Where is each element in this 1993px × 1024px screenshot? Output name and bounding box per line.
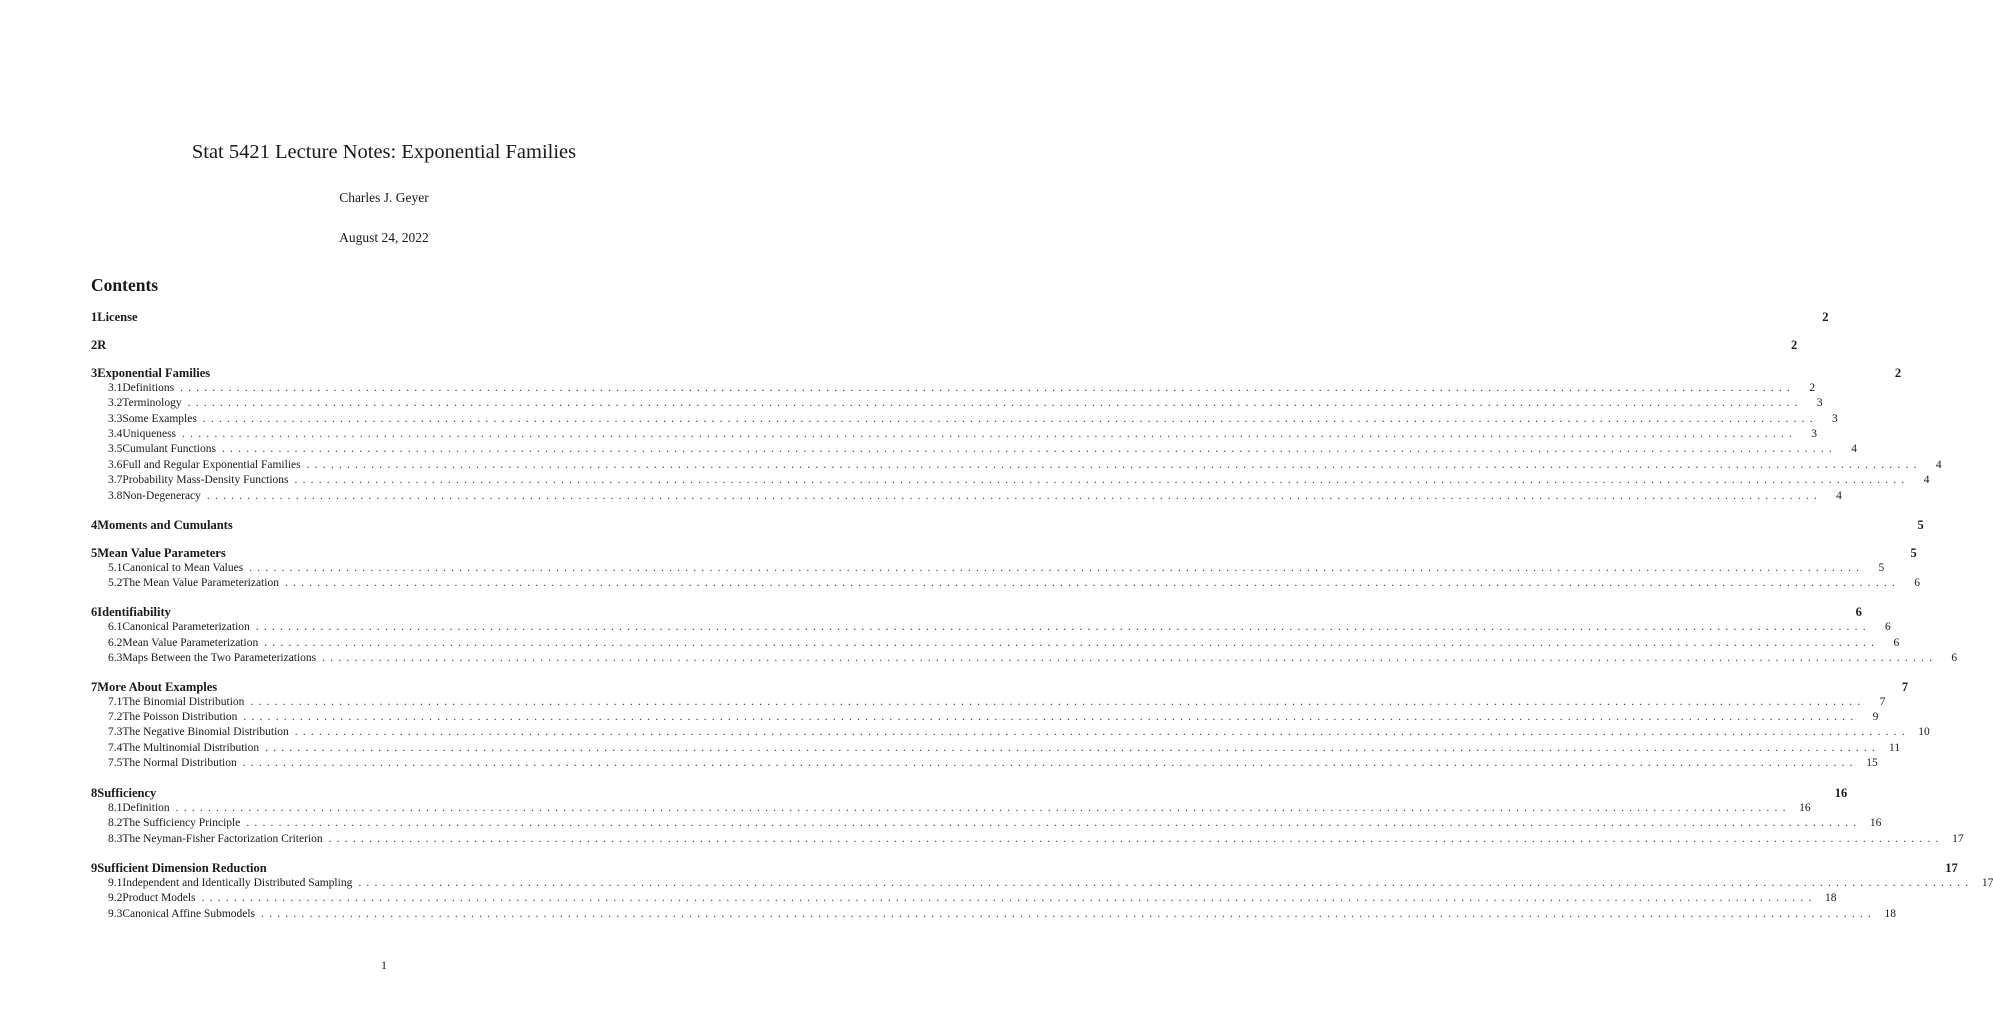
toc-subsection-entry[interactable]	[91, 833, 1964, 848]
toc-entry-title: Probability Mass-Density Functions	[122, 474, 289, 486]
toc-entry-title: Maps Between the Two Parameterizations	[122, 652, 317, 664]
toc-entry-page: 6	[1885, 621, 1891, 633]
toc-entry-title: Sufficient Dimension Reduction	[97, 861, 267, 875]
toc-subsection-entry[interactable]	[91, 892, 1837, 907]
toc-section-entry[interactable]	[91, 310, 1829, 325]
contents-heading: Contents	[91, 275, 159, 295]
toc-entry-page: 7	[1901, 680, 1909, 694]
toc-entry-page: 2	[1791, 338, 1798, 352]
toc-entry-page: 9	[1872, 711, 1879, 723]
toc-leader-dots: ........................................................................................................................................................................................................	[322, 652, 1938, 664]
toc-leader-dots: ........................................................................................................................................................................................................	[182, 428, 1798, 440]
toc-section-entry[interactable]	[91, 680, 1909, 695]
toc-entry-title: Sufficiency	[97, 786, 157, 800]
toc-leader-dots: ........................................................................................................................................................................................................	[249, 562, 1865, 574]
toc-section-entry[interactable]	[91, 338, 1798, 353]
toc-subsection-entry[interactable]	[91, 413, 1838, 428]
toc-entry-title: Mean Value Parameterization	[122, 637, 259, 649]
toc-subsection-entry[interactable]	[91, 428, 1818, 443]
toc-entry-page: 4	[1935, 459, 1942, 471]
toc-entry-number: 6.3	[108, 652, 123, 664]
toc-leader-dots: ........................................................................................................................................................................................................	[221, 443, 1837, 455]
toc-subsection-entry[interactable]	[91, 621, 1891, 636]
toc-entry-page: 4	[1923, 474, 1930, 486]
toc-entry-title: License	[97, 310, 138, 324]
toc-subsection-entry[interactable]	[91, 397, 1823, 412]
toc-entry-title: Non-Degeneracy	[122, 490, 201, 502]
toc-entry-number: 3	[91, 366, 98, 380]
toc-entry-number: 3.2	[108, 397, 123, 409]
toc-entry-page: 5	[1917, 518, 1924, 532]
toc-section-entry[interactable]	[91, 605, 1862, 620]
toc-entry-title: R	[97, 338, 107, 352]
toc-entry-number: 9	[91, 861, 98, 875]
toc-entry-number: 9.1	[108, 877, 123, 889]
toc-leader-dots: ........................................................................................................................................................................................................	[175, 802, 1791, 814]
toc-subsection-entry[interactable]	[91, 652, 1958, 667]
toc-subsection-entry[interactable]	[91, 490, 1842, 505]
toc-subsection-entry[interactable]	[91, 562, 1885, 577]
toc-leader-dots: ........................................................................................................................................................................................................	[250, 696, 1866, 708]
toc-entry-number: 5.2	[108, 577, 123, 589]
toc-entry-page: 17	[1945, 861, 1958, 875]
toc-entry-title: Canonical Parameterization	[122, 621, 250, 633]
toc-entry-page: 5	[1878, 562, 1885, 574]
toc-subsection-entry[interactable]	[91, 742, 1901, 757]
toc-entry-page: 11	[1889, 742, 1901, 754]
toc-entry-page: 4	[1851, 443, 1857, 455]
toc-entry-title: The Negative Binomial Distribution	[122, 726, 289, 738]
toc-subsection-entry[interactable]	[91, 443, 1857, 458]
toc-entry-page: 5	[1910, 546, 1917, 560]
toc-entry-title: Definition	[122, 802, 170, 814]
toc-entry-page: 6	[1855, 605, 1862, 619]
toc-entry-number: 6.2	[108, 637, 123, 649]
toc-leader-dots: ........................................................................................................................................................................................................	[255, 621, 1871, 633]
toc-entry-page: 3	[1832, 413, 1838, 425]
toc-entry-number: 8.1	[108, 802, 123, 814]
toc-leader-dots: ........................................................................................................................................................................................................	[294, 726, 1910, 738]
toc-entry-title: The Normal Distribution	[122, 757, 237, 769]
toc-entry-page: 6	[1893, 637, 1900, 649]
toc-entry-page: 2	[1809, 382, 1816, 394]
toc-entry-page: 15	[1866, 757, 1878, 769]
toc-entry-number: 5	[91, 546, 98, 560]
toc-subsection-entry[interactable]	[91, 577, 1920, 592]
toc-leader-dots: ........................................................................................................................................................................................................	[294, 474, 1910, 486]
toc-subsection-entry[interactable]	[91, 908, 1897, 923]
toc-entry-title: Moments and Cumulants	[97, 518, 233, 532]
toc-entry-number: 7.5	[108, 757, 123, 769]
toc-entry-title: Terminology	[122, 397, 182, 409]
toc-entry-number: 3.3	[108, 413, 123, 425]
toc-entry-title: Identifiability	[97, 605, 171, 619]
toc-entry-number: 7.4	[108, 742, 123, 754]
toc-subsection-entry[interactable]	[91, 637, 1900, 652]
toc-leader-dots: ........................................................................................................................................................................................................	[201, 892, 1817, 904]
toc-entry-title: The Poisson Distribution	[122, 711, 238, 723]
toc-leader-dots: ........................................................................................................................................................................................................	[246, 817, 1862, 829]
toc-leader-dots: ........................................................................................................................................................................................................	[265, 742, 1881, 754]
toc-leader-dots: ........................................................................................................................................................................................................	[202, 413, 1818, 425]
toc-entry-number: 3.5	[108, 443, 123, 455]
toc-entry-title: Product Models	[122, 892, 196, 904]
toc-subsection-entry[interactable]	[91, 696, 1886, 711]
toc-entry-number: 7.2	[108, 711, 123, 723]
toc-subsection-entry[interactable]	[91, 726, 1930, 741]
toc-entry-page: 17	[1981, 877, 1993, 889]
toc-entry-title: More About Examples	[97, 680, 218, 694]
toc-leader-dots: ........................................................................................................................................................................................................	[261, 908, 1877, 920]
toc-entry-number: 1	[91, 310, 98, 324]
toc-entry-number: 7.3	[108, 726, 123, 738]
toc-subsection-entry[interactable]	[91, 711, 1879, 726]
toc-entry-number: 8.2	[108, 817, 123, 829]
toc-leader-dots: ........................................................................................................................................................................................................	[328, 833, 1944, 845]
toc-section-entry[interactable]	[91, 786, 1848, 801]
toc-entry-title: Canonical to Mean Values	[122, 562, 244, 574]
toc-entry-page: 16	[1799, 802, 1811, 814]
toc-subsection-entry[interactable]	[91, 877, 1993, 892]
toc-subsection-entry[interactable]	[91, 802, 1811, 817]
toc-entry-page: 2	[1822, 310, 1829, 324]
toc-subsection-entry[interactable]	[91, 474, 1930, 489]
toc-leader-dots: ........................................................................................................................................................................................................	[187, 397, 1803, 409]
toc-leader-dots: ........................................................................................................................................................................................................	[264, 637, 1880, 649]
toc-entry-title: The Mean Value Parameterization	[122, 577, 279, 589]
toc-entry-page: 3	[1816, 397, 1823, 409]
toc-entry-title: Uniqueness	[122, 428, 177, 440]
toc-entry-number: 5.1	[108, 562, 123, 574]
toc-entry-title: The Binomial Distribution	[122, 696, 245, 708]
toc-leader-dots: ........................................................................................................................................................................................................	[242, 757, 1858, 769]
document-author: Charles J. Geyer	[339, 190, 429, 205]
toc-section-entry[interactable]	[91, 366, 1902, 381]
toc-entry-number: 4	[91, 518, 98, 532]
toc-entry-page: 6	[1951, 652, 1958, 664]
toc-entry-number: 9.2	[108, 892, 123, 904]
toc-entry-page: 4	[1836, 490, 1842, 502]
toc-entry-number: 9.3	[108, 908, 123, 920]
toc-entry-page: 10	[1918, 726, 1930, 738]
toc-section-entry[interactable]	[91, 518, 1924, 533]
toc-entry-number: 8.3	[108, 833, 123, 845]
toc-entry-number: 8	[91, 786, 98, 800]
toc-section-entry[interactable]	[91, 861, 1958, 876]
toc-entry-title: The Sufficiency Principle	[122, 817, 241, 829]
toc-entry-number: 2	[91, 338, 98, 352]
toc-entry-title: Some Examples	[122, 413, 197, 425]
toc-subsection-entry[interactable]	[91, 459, 1942, 474]
toc-entry-title: The Multinomial Distribution	[122, 742, 260, 754]
toc-entry-number: 6.1	[108, 621, 123, 633]
toc-subsection-entry[interactable]	[91, 817, 1882, 832]
toc-entry-page: 2	[1894, 366, 1902, 380]
toc-leader-dots: ........................................................................................................................................................................................................	[243, 711, 1859, 723]
document-title: Stat 5421 Lecture Notes: Exponential Families	[191, 141, 577, 163]
toc-entry-page: 16	[1834, 786, 1848, 800]
toc-leader-dots: ........................................................................................................................................................................................................	[284, 577, 1900, 589]
toc-subsection-entry[interactable]	[91, 382, 1816, 397]
toc-entry-title: Exponential Families	[97, 366, 211, 380]
toc-entry-page: 18	[1884, 908, 1897, 920]
toc-entry-page: 3	[1811, 428, 1818, 440]
toc-entry-number: 3.7	[108, 474, 123, 486]
toc-entry-title: Mean Value Parameters	[97, 546, 226, 560]
toc-entry-number: 3.1	[108, 382, 123, 394]
toc-entry-title: Full and Regular Exponential Families	[122, 459, 301, 471]
toc-section-entry[interactable]	[91, 546, 1917, 561]
toc-entry-number: 3.8	[108, 490, 123, 502]
toc-entry-page: 17	[1952, 833, 1964, 845]
toc-entry-title: Canonical Affine Submodels	[122, 908, 256, 920]
toc-leader-dots: ........................................................................................................................................................................................................	[306, 459, 1922, 471]
toc-subsection-entry[interactable]	[91, 757, 1878, 772]
toc-leader-dots: ........................................................................................................................................................................................................	[358, 877, 1974, 889]
toc-entry-number: 7	[91, 680, 98, 694]
toc-entry-title: Definitions	[122, 382, 175, 394]
toc-entry-number: 3.4	[108, 428, 123, 440]
toc-leader-dots: ........................................................................................................................................................................................................	[180, 382, 1796, 394]
toc-entry-page: 18	[1825, 892, 1837, 904]
toc-entry-number: 7.1	[108, 696, 123, 708]
toc-entry-page: 16	[1869, 817, 1882, 829]
toc-entry-title: Independent and Identically Distributed Sampling	[122, 877, 353, 889]
toc-entry-number: 6	[91, 605, 98, 619]
toc-entry-title: The Neyman-Fisher Factorization Criterion	[122, 833, 323, 845]
toc-leader-dots: ........................................................................................................................................................................................................	[206, 490, 1822, 502]
page-number: 1	[381, 958, 387, 972]
toc-entry-page: 7	[1879, 696, 1886, 708]
document-date: August 24, 2022	[339, 230, 429, 245]
toc-entry-number: 3.6	[108, 459, 123, 471]
toc-entry-page: 6	[1914, 577, 1920, 589]
toc-entry-title: Cumulant Functions	[122, 443, 216, 455]
